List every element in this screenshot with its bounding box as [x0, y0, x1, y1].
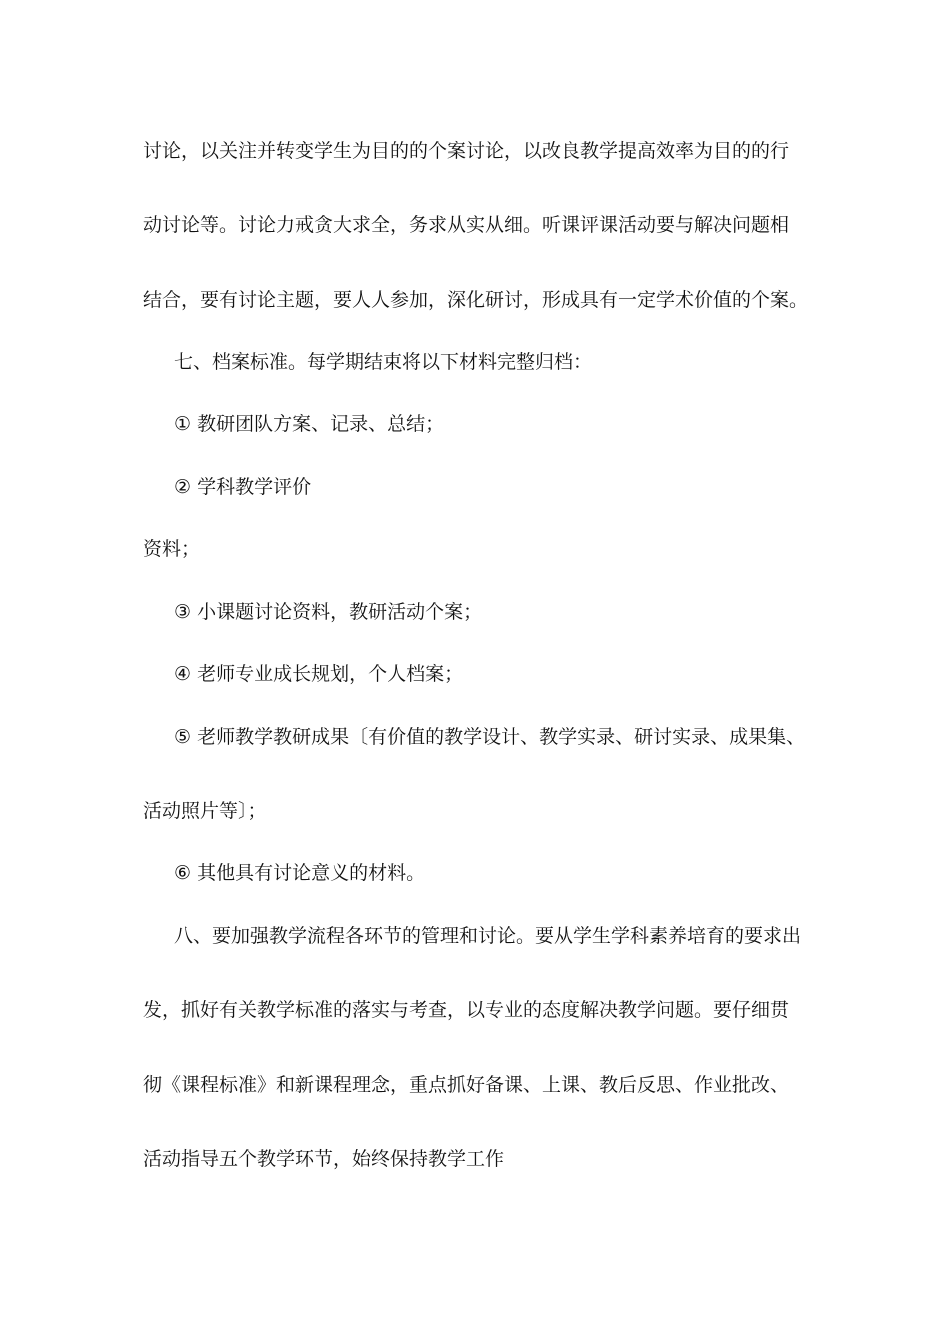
paragraph-line: 彻《课程标准》和新课程理念，重点抓好备课、上课、教后反思、作业批改、	[143, 1074, 790, 1096]
list-item-5: ⑤ 老师教学教研成果〔有价值的教学设计、教学实录、研讨实录、成果集、	[174, 726, 806, 748]
list-item-2: ② 学科教学评价	[174, 476, 312, 498]
list-item-6: ⑥ 其他具有讨论意义的材料。	[174, 862, 426, 884]
section-heading-8: 八、要加强教学流程各环节的管理和讨论。要从学生学科素养培育的要求出	[174, 925, 802, 947]
list-item-5-continuation: 活动照片等〕；	[143, 800, 267, 822]
paragraph-line: 讨论，以关注并转变学生为目的的个案讨论，以改良教学提高效率为目的的行	[143, 140, 790, 162]
list-item-1: ① 教研团队方案、记录、总结；	[174, 413, 445, 435]
list-item-2-continuation: 资料；	[143, 538, 201, 560]
paragraph-line: 动讨论等。讨论力戒贪大求全，务求从实从细。听课评课活动要与解决问题相	[143, 214, 790, 236]
paragraph-line: 发，抓好有关教学标准的落实与考查，以专业的态度解决教学问题。要仔细贯	[143, 999, 790, 1021]
paragraph-line: 结合，要有讨论主题，要人人参加，深化研讨，形成具有一定学术价值的个案。	[143, 289, 809, 311]
paragraph-line: 活动指导五个教学环节，始终保持教学工作	[143, 1148, 505, 1170]
list-item-4: ④ 老师专业成长规划，个人档案；	[174, 663, 464, 685]
list-item-3: ③ 小课题讨论资料，教研活动个案；	[174, 601, 483, 623]
section-heading-7: 七、档案标准。每学期结束将以下材料完整归档：	[174, 351, 593, 373]
